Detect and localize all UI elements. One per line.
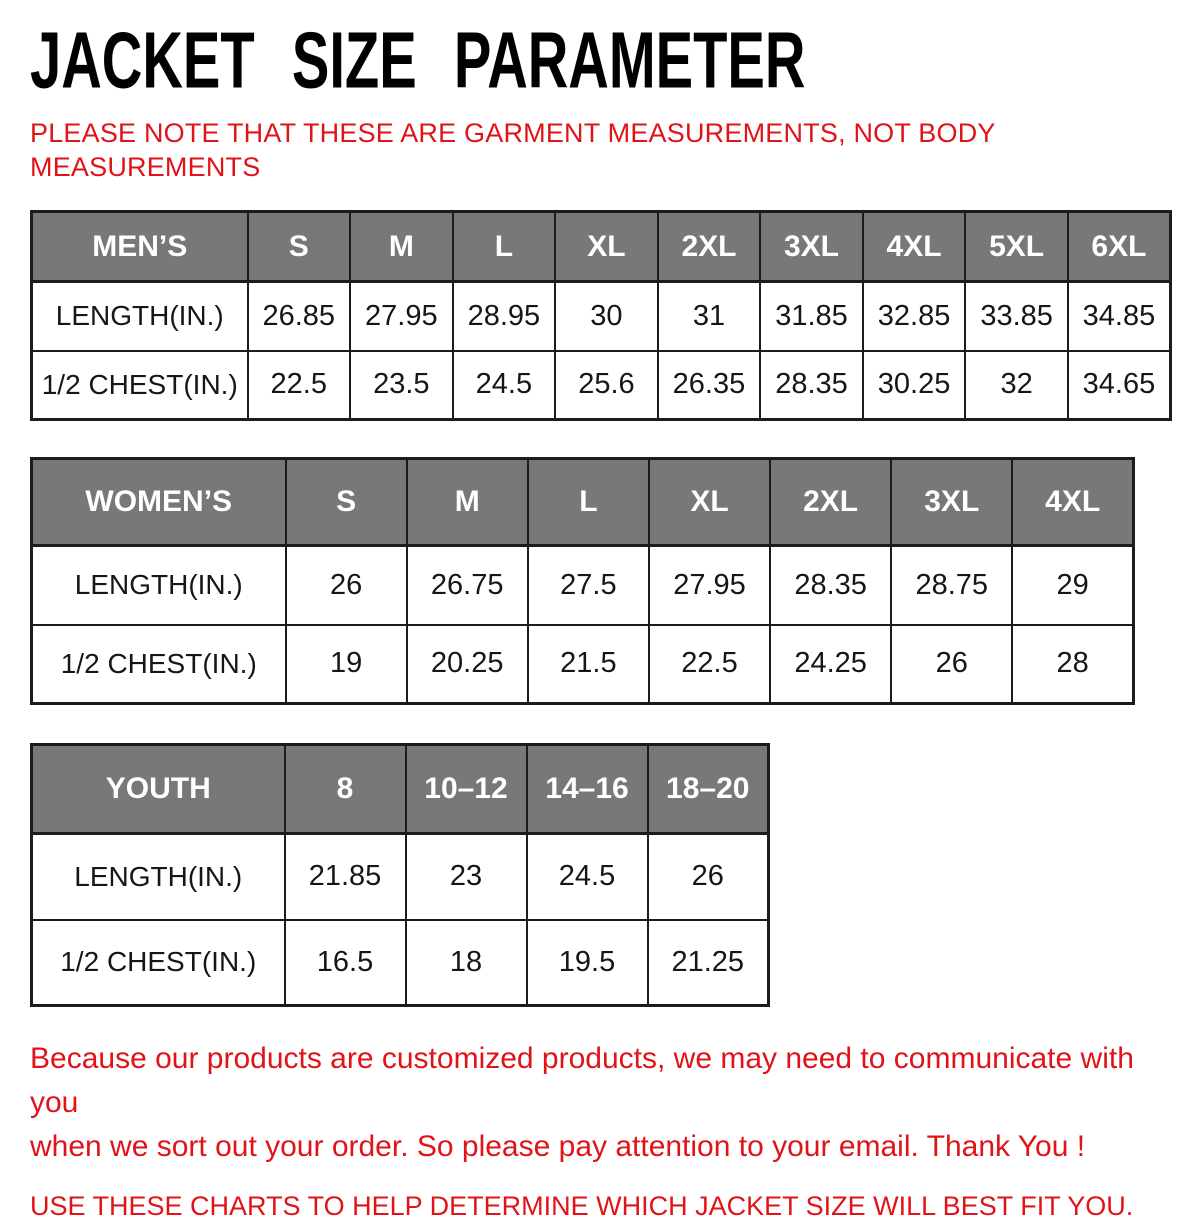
youth-header-cell-1: 8 — [285, 745, 406, 834]
women-row-0-value-6: 29 — [1012, 546, 1133, 625]
women-row-1-value-0: 19 — [286, 625, 407, 704]
men-row-0-value-5: 31.85 — [760, 282, 863, 351]
youth-row-1-value-3: 21.25 — [648, 920, 769, 1006]
youth-size-table — [30, 743, 770, 1007]
men-row-1-value-4: 26.35 — [658, 351, 761, 420]
women-row-0-label: LENGTH(IN.) — [32, 546, 286, 625]
youth-row-1-value-2: 19.5 — [527, 920, 648, 1006]
women-header-cell-1: S — [286, 459, 407, 546]
men-header-cell-7: 4XL — [863, 212, 966, 282]
men-header-cell-8: 5XL — [965, 212, 1068, 282]
women-data-row-1 — [32, 625, 1134, 704]
men-row-0-value-1: 27.95 — [350, 282, 453, 351]
men-row-0-value-3: 30 — [555, 282, 658, 351]
note-line-2: MEASUREMENTS — [30, 152, 261, 182]
youth-row-0-label: LENGTH(IN.) — [32, 834, 285, 920]
men-header-cell-9: 6XL — [1068, 212, 1171, 282]
men-row-1-value-8: 34.65 — [1068, 351, 1171, 420]
women-row-0-value-3: 27.95 — [649, 546, 770, 625]
women-row-1-value-4: 24.25 — [770, 625, 891, 704]
youth-header-cell-0: YOUTH — [32, 745, 285, 834]
women-row-0-value-4: 28.35 — [770, 546, 891, 625]
youth-row-0-value-2: 24.5 — [527, 834, 648, 920]
men-row-0-value-0: 26.85 — [248, 282, 351, 351]
men-header-cell-2: M — [350, 212, 453, 282]
men-row-1-value-2: 24.5 — [453, 351, 556, 420]
men-row-0-value-4: 31 — [658, 282, 761, 351]
women-row-1-value-3: 22.5 — [649, 625, 770, 704]
women-header-row — [32, 459, 1134, 546]
men-row-1-value-5: 28.35 — [760, 351, 863, 420]
youth-header-row — [32, 745, 769, 834]
youth-data-row-1 — [32, 920, 769, 1006]
womens-size-table — [30, 457, 1135, 705]
men-row-0-value-7: 33.85 — [965, 282, 1068, 351]
men-data-row-1 — [32, 351, 1171, 420]
youth-row-1-label: 1/2 CHEST(IN.) — [32, 920, 285, 1006]
women-header-cell-4: XL — [649, 459, 770, 546]
women-header-cell-3: L — [528, 459, 649, 546]
youth-row-0-value-1: 23 — [406, 834, 527, 920]
youth-data-row-0 — [32, 834, 769, 920]
men-row-0-label: LENGTH(IN.) — [32, 282, 248, 351]
men-row-1-value-1: 23.5 — [350, 351, 453, 420]
men-header-cell-1: S — [248, 212, 351, 282]
youth-row-0-value-0: 21.85 — [285, 834, 406, 920]
women-row-1-label: 1/2 CHEST(IN.) — [32, 625, 286, 704]
men-row-0-value-8: 34.85 — [1068, 282, 1171, 351]
men-header-cell-5: 2XL — [658, 212, 761, 282]
women-row-0-value-5: 28.75 — [891, 546, 1012, 625]
women-header-cell-0: WOMEN’S — [32, 459, 286, 546]
men-row-1-value-3: 25.6 — [555, 351, 658, 420]
men-header-cell-0: MEN’S — [32, 212, 248, 282]
men-row-1-value-7: 32 — [965, 351, 1068, 420]
women-header-cell-2: M — [407, 459, 528, 546]
women-row-1-value-1: 20.25 — [407, 625, 528, 704]
men-row-0-value-2: 28.95 — [453, 282, 556, 351]
youth-row-1-value-1: 18 — [406, 920, 527, 1006]
women-row-1-value-6: 28 — [1012, 625, 1133, 704]
men-header-cell-4: XL — [555, 212, 658, 282]
men-row-1-label: 1/2 CHEST(IN.) — [32, 351, 248, 420]
women-row-0-value-2: 27.5 — [528, 546, 649, 625]
women-header-cell-5: 2XL — [770, 459, 891, 546]
women-data-row-0 — [32, 546, 1134, 625]
youth-row-1-value-0: 16.5 — [285, 920, 406, 1006]
page-title: JACKET SIZE PARAMETER — [30, 15, 806, 105]
youth-header-cell-3: 14–16 — [527, 745, 648, 834]
chart-usage-instruction: USE THESE CHARTS TO HELP DETERMINE WHICH JACKET SIZE WILL BEST FIT YOU. — [30, 1191, 1134, 1221]
men-header-cell-3: L — [453, 212, 556, 282]
youth-row-0-value-3: 26 — [648, 834, 769, 920]
notice-line-2: when we sort out your order. So please pay attention to your email. Thank You ! — [30, 1130, 1086, 1163]
men-header-cell-6: 3XL — [760, 212, 863, 282]
men-row-1-value-0: 22.5 — [248, 351, 351, 420]
women-header-cell-7: 4XL — [1012, 459, 1133, 546]
men-row-0-value-6: 32.85 — [863, 282, 966, 351]
youth-header-cell-4: 18–20 — [648, 745, 769, 834]
women-row-1-value-5: 26 — [891, 625, 1012, 704]
youth-header-cell-2: 10–12 — [406, 745, 527, 834]
note-line-1: PLEASE NOTE THAT THESE ARE GARMENT MEASUREMENTS, NOT BODY — [30, 118, 996, 148]
men-data-row-0 — [32, 282, 1171, 351]
garment-measurement-note — [30, 116, 1172, 184]
men-row-1-value-6: 30.25 — [863, 351, 966, 420]
women-row-1-value-2: 21.5 — [528, 625, 649, 704]
women-row-0-value-0: 26 — [286, 546, 407, 625]
mens-size-table — [30, 210, 1172, 421]
customized-products-notice — [30, 1037, 1172, 1169]
notice-line-1: Because our products are customized products, we may need to communicate with you — [30, 1042, 1134, 1119]
women-header-cell-6: 3XL — [891, 459, 1012, 546]
men-header-row — [32, 212, 1171, 282]
women-row-0-value-1: 26.75 — [407, 546, 528, 625]
